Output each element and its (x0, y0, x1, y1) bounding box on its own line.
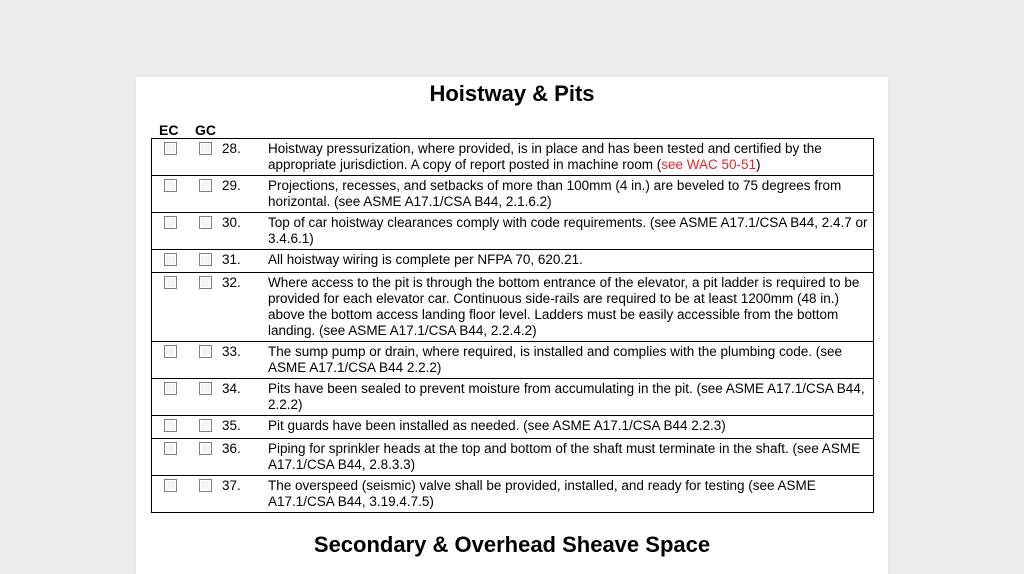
item-text: Where access to the pit is through the bottom entrance of the elevator, a pit ladder is required to be provided for each elevator car. Continuous side-rails are required to be at least 1200mm (48 in.) above the bottom access landing floor level. Ladders must be easily accessible from the bottom landing. (see ASME A17.1/CSA B44, 2.2.4.2) (268, 273, 874, 342)
item-number: 36. (222, 439, 268, 476)
checklist-row-35 (152, 416, 874, 439)
item-number: 35. (222, 416, 268, 439)
checklist-row-37 (152, 476, 874, 513)
ec-checkbox-28[interactable] (164, 142, 177, 155)
gc-checkbox-34[interactable] (199, 382, 212, 395)
item-number: 32. (222, 273, 268, 342)
ec-checkbox-34[interactable] (164, 382, 177, 395)
column-header-ec: EC (159, 122, 179, 138)
item-number: 28. (222, 139, 268, 176)
item-text: Projections, recesses, and setbacks of more than 100mm (4 in.) are beveled to 75 degrees from horizontal. (see ASME A17.1/CSA B44, 2.1.6.2) (268, 176, 874, 213)
column-header-gc: GC (195, 122, 216, 138)
item-number: 37. (222, 476, 268, 513)
ec-checkbox-37[interactable] (164, 479, 177, 492)
item-text (268, 139, 874, 176)
ec-checkbox-29[interactable] (164, 179, 177, 192)
gc-checkbox-36[interactable] (199, 442, 212, 455)
item-number: 34. (222, 379, 268, 416)
checklist-row-33 (152, 342, 874, 379)
gc-checkbox-31[interactable] (199, 253, 212, 266)
checklist-row-31 (152, 250, 874, 273)
gc-checkbox-29[interactable] (199, 179, 212, 192)
item-text: The sump pump or drain, where required, is installed and complies with the plumbing code. (see ASME A17.1/CSA B44 2.2.2) (268, 342, 874, 379)
item-text: Pit guards have been installed as needed. (see ASME A17.1/CSA B44 2.2.3) (268, 416, 874, 439)
ec-checkbox-36[interactable] (164, 442, 177, 455)
item-number: 33. (222, 342, 268, 379)
gc-checkbox-30[interactable] (199, 216, 212, 229)
checklist-row-29 (152, 176, 874, 213)
checklist-table (151, 138, 874, 513)
ec-checkbox-35[interactable] (164, 419, 177, 432)
gc-checkbox-33[interactable] (199, 345, 212, 358)
item-text: All hoistway wiring is complete per NFPA 70, 620.21. (268, 250, 874, 273)
checklist-row-34 (152, 379, 874, 416)
ec-checkbox-33[interactable] (164, 345, 177, 358)
ec-checkbox-30[interactable] (164, 216, 177, 229)
checklist-row-32 (152, 273, 874, 342)
item-number: 31. (222, 250, 268, 273)
checklist-row-36 (152, 439, 874, 476)
document-page (136, 77, 888, 574)
wac-link[interactable]: see WAC 50-51 (661, 157, 757, 172)
item-text: Piping for sprinkler heads at the top and bottom of the shaft must terminate in the shaft. (see ASME A17.1/CSA B44, 2.8.3.3) (268, 439, 874, 476)
ec-checkbox-31[interactable] (164, 253, 177, 266)
item-text-body: Hoistway pressurization, where provided, is in place and has been tested and certified by the appropriate jurisdiction. A copy of report posted in machine room ( (268, 141, 822, 172)
item-text: Pits have been sealed to prevent moisture from accumulating in the pit. (see ASME A17.1/CSA B44, 2.2.2) (268, 379, 874, 416)
item-text-tail: ) (756, 157, 761, 172)
next-section-title: Secondary & Overhead Sheave Space (313, 532, 711, 557)
gc-checkbox-28[interactable] (199, 142, 212, 155)
gc-checkbox-32[interactable] (199, 276, 212, 289)
section-title: Hoistway & Pits (429, 81, 595, 106)
item-number: 29. (222, 176, 268, 213)
gc-checkbox-35[interactable] (199, 419, 212, 432)
checklist-row-28 (152, 139, 874, 176)
gc-checkbox-37[interactable] (199, 479, 212, 492)
checklist-row-30 (152, 213, 874, 250)
item-number: 30. (222, 213, 268, 250)
item-text: The overspeed (seismic) valve shall be provided, installed, and ready for testing (see ASME A17.1/CSA B44, 3.19.4.7.5) (268, 476, 874, 513)
ec-checkbox-32[interactable] (164, 276, 177, 289)
item-text: Top of car hoistway clearances comply with code requirements. (see ASME A17.1/CSA B44, 2.4.7 or 3.4.6.1) (268, 213, 874, 250)
